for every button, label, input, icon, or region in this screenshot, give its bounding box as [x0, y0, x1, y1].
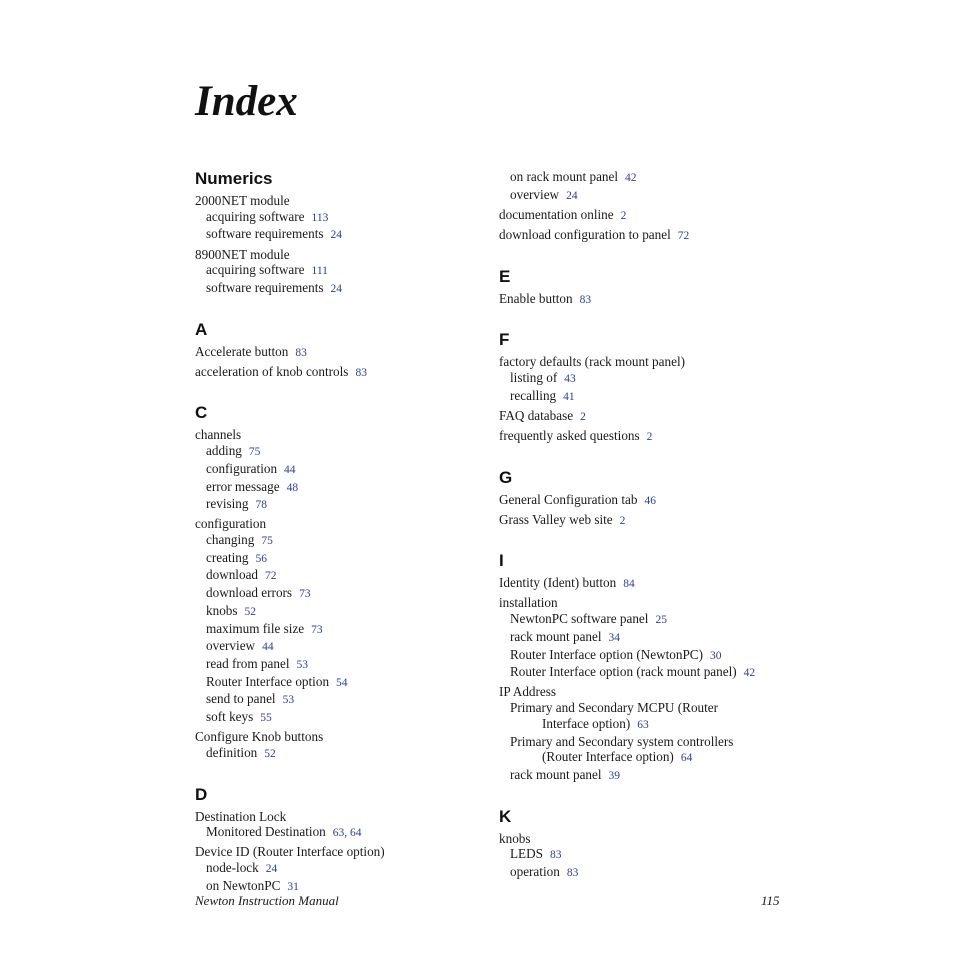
page-reference-link[interactable]: 113: [311, 211, 329, 224]
index-entry-text: Primary and Secondary MCPU (Router: [510, 700, 719, 716]
index-entry-text: revising: [206, 496, 249, 512]
index-entry: [499, 575, 799, 593]
index-entry: [195, 209, 495, 227]
index-section-heading: K: [499, 806, 512, 826]
index-section: [195, 402, 495, 762]
index-entry: [499, 291, 799, 309]
index-entry-text: rack mount panel: [510, 766, 602, 782]
index-entry-text: node-lock: [206, 860, 259, 876]
footer-page-number: 115: [761, 893, 780, 908]
page-reference-link[interactable]: 42: [743, 667, 756, 680]
index-section-heading: D: [195, 784, 208, 804]
index-section: [195, 168, 495, 298]
page-reference-link[interactable]: 42: [625, 172, 637, 184]
index-entry: [195, 729, 495, 745]
index-entry-text: on rack mount panel: [510, 169, 619, 184]
index-entry: [499, 767, 799, 785]
page-reference-link[interactable]: 64: [680, 752, 693, 765]
page-reference-link[interactable]: 24: [265, 863, 278, 876]
index-entry-text: Router Interface option (rack mount panel): [510, 664, 737, 680]
index-entry-text: definition: [206, 744, 258, 760]
index-entry: [499, 647, 799, 665]
page-reference-link[interactable]: 43: [564, 373, 576, 385]
index-entry: [499, 629, 799, 647]
index-section-heading: F: [499, 330, 510, 350]
page-reference-link[interactable]: 72: [677, 229, 690, 242]
index-entry: [499, 664, 799, 682]
page-reference-link[interactable]: 34: [608, 631, 621, 644]
index-entry: [499, 187, 799, 205]
page-reference-link[interactable]: 31: [287, 880, 299, 893]
page-reference-link[interactable]: 53: [282, 694, 295, 707]
index-entry: [195, 674, 495, 692]
page-title: Index: [195, 78, 298, 125]
index-entry-text: configuration: [195, 516, 267, 532]
index-entry: [195, 656, 495, 674]
index-column-left: [195, 168, 495, 895]
index-entry-text: Monitored Destination: [206, 824, 326, 840]
index-entry: [499, 354, 799, 370]
index-entry-text: Grass Valley web site: [499, 511, 613, 527]
index-entry-text: 2000NET module: [195, 193, 290, 208]
index-entry-text: operation: [510, 864, 560, 880]
page-reference-link[interactable]: 83: [355, 366, 367, 379]
index-entry: [195, 745, 495, 763]
index-entry: [195, 638, 495, 656]
index-entry: [195, 550, 495, 568]
index-entry-text: changing: [206, 532, 255, 548]
index-entry-text: Configure Knob buttons: [195, 729, 324, 745]
index-entry-text: read from panel: [206, 655, 290, 671]
page-reference-link[interactable]: 83: [579, 293, 592, 306]
index-section-heading: E: [499, 266, 511, 286]
index-entry: [499, 207, 799, 225]
index-column-right: [499, 169, 799, 882]
page-reference-link[interactable]: 84: [623, 578, 635, 591]
index-entry: [499, 169, 799, 187]
index-entry: [499, 227, 799, 245]
index-entry-text: NewtonPC software panel: [510, 611, 649, 627]
page-reference-link[interactable]: 63: [637, 718, 649, 731]
index-section: [499, 169, 799, 245]
index-entry: [195, 364, 495, 382]
index-entry: [499, 492, 799, 510]
index-entry-text: listing of: [510, 370, 558, 385]
index-entry-text: 8900NET module: [195, 246, 290, 262]
index-entry: [195, 226, 495, 244]
index-entry: [195, 193, 495, 209]
page-reference-link[interactable]: 48: [286, 481, 299, 494]
index-entry: [195, 479, 495, 497]
index-section: [499, 806, 799, 882]
index-section: [195, 319, 495, 382]
index-section: [499, 550, 799, 784]
index-entry-text: Interface option): [542, 715, 631, 731]
index-entry: [195, 809, 495, 825]
index-entry-text: Identity (Ident) button: [499, 575, 617, 591]
index-entry: [499, 716, 799, 734]
index-entry-text: (Router Interface option): [542, 749, 674, 765]
index-entry: [195, 262, 495, 280]
page-reference-link[interactable]: 41: [563, 390, 575, 403]
index-entry-text: acceleration of knob controls: [195, 363, 349, 379]
index-entry: [195, 585, 495, 603]
index-entry: [499, 734, 799, 750]
index-entry-text: acquiring software: [206, 262, 305, 278]
index-entry: [499, 864, 799, 882]
index-entry: [195, 280, 495, 298]
page-reference-link[interactable]: 2: [580, 410, 586, 423]
page-reference-link[interactable]: 39: [608, 769, 621, 782]
index-entry-text: acquiring software: [206, 208, 305, 224]
index-entry: [499, 846, 799, 864]
page-reference-link[interactable]: 83: [549, 849, 562, 862]
index-section-heading: G: [499, 467, 513, 487]
page-reference-link[interactable]: 83: [295, 346, 307, 359]
page-reference-link[interactable]: 111: [311, 265, 328, 278]
index-entry-text: configuration: [206, 460, 278, 476]
page-reference-link[interactable]: 46: [644, 494, 656, 507]
index-entry: [195, 824, 495, 842]
index-entry-text: send to panel: [206, 691, 276, 707]
page-reference-link[interactable]: 75: [248, 446, 261, 459]
index-section-heading: Numerics: [195, 169, 273, 188]
page-reference-link[interactable]: 53: [296, 658, 308, 671]
page-reference-link[interactable]: 24: [330, 282, 343, 295]
page-reference-link[interactable]: 25: [655, 614, 667, 627]
index-entry-text: on NewtonPC: [206, 877, 281, 893]
index-entry: [195, 691, 495, 709]
index-entry-text: Router Interface option (NewtonPC): [510, 646, 703, 662]
index-entry: [499, 408, 799, 426]
index-entry-text: Destination Lock: [195, 808, 287, 824]
index-entry-text: rack mount panel: [510, 628, 602, 644]
page-reference-link[interactable]: 72: [265, 570, 277, 583]
index-entry: [499, 512, 799, 530]
index-entry-text: Primary and Secondary system controllers: [510, 733, 734, 749]
page-reference-link[interactable]: 2: [619, 514, 626, 527]
index-entry-text: error message: [206, 478, 280, 494]
index-section-heading: C: [195, 403, 208, 423]
page-reference-link[interactable]: 44: [284, 463, 296, 476]
index-entry-text: overview: [206, 638, 256, 654]
index-entry-text: installation: [499, 595, 558, 611]
index-entry-text: Router Interface option: [206, 673, 330, 689]
footer-manual-title: Newton Instruction Manual: [195, 893, 339, 908]
index-entry-text: knobs: [499, 830, 531, 846]
page-reference-link[interactable]: 55: [260, 712, 272, 725]
index-entry: [195, 709, 495, 727]
index-entry: [499, 700, 799, 716]
index-entry: [499, 749, 799, 767]
index-entry: [195, 443, 495, 461]
index-entry-text: factory defaults (rack mount panel): [499, 354, 686, 370]
index-entry: [195, 427, 495, 443]
index-entry-text: creating: [206, 549, 249, 565]
page-reference-link[interactable]: 2: [646, 430, 653, 443]
index-entry-text: download errors: [206, 585, 293, 601]
page-reference-link[interactable]: 24: [330, 229, 343, 242]
page-reference-link[interactable]: 73: [311, 623, 323, 636]
index-entry: [195, 247, 495, 263]
index-entry-text: channels: [195, 427, 242, 443]
index-entry-text: documentation online: [499, 206, 614, 222]
index-entry-text: General Configuration tab: [499, 491, 638, 507]
index-entry-text: LEDS: [510, 846, 543, 862]
page-reference-link[interactable]: 73: [299, 588, 311, 601]
index-entry-text: FAQ database: [499, 407, 574, 423]
index-entry-text: frequently asked questions: [499, 427, 640, 443]
page-reference-link[interactable]: 75: [261, 535, 273, 548]
page-reference-link[interactable]: 83: [566, 867, 579, 880]
index-entry: [195, 496, 495, 514]
page-reference-link[interactable]: 30: [710, 649, 722, 662]
index-entry-text: adding: [206, 443, 242, 459]
index-entry: [499, 388, 799, 406]
index-entry: [195, 603, 495, 621]
index-section: [499, 467, 799, 530]
index-entry-text: recalling: [510, 387, 557, 403]
index-entry-text: Enable button: [499, 290, 573, 306]
page-reference-link[interactable]: 78: [255, 499, 267, 512]
index-entry-text: soft keys: [206, 709, 254, 725]
index-entry: [195, 532, 495, 550]
index-entry: [499, 831, 799, 847]
page-reference-link[interactable]: 52: [244, 605, 257, 618]
index-section-heading: I: [499, 551, 504, 571]
index-section: [499, 266, 799, 309]
index-entry-text: Accelerate button: [195, 343, 289, 359]
index-entry: [499, 595, 799, 611]
index-entry: [195, 516, 495, 532]
index-entry-text: overview: [510, 186, 560, 202]
index-entry-text: software requirements: [206, 226, 324, 242]
index-entry-text: software requirements: [206, 279, 324, 295]
index-entry: [499, 611, 799, 629]
page-reference-link[interactable]: 63, 64: [332, 827, 362, 840]
page-reference-link[interactable]: 52: [264, 747, 276, 760]
index-entry: [195, 844, 495, 860]
index-entry: [499, 428, 799, 446]
index-section: [499, 329, 799, 445]
index-entry-text: Device ID (Router Interface option): [195, 844, 385, 860]
page-reference-link[interactable]: 56: [255, 552, 267, 565]
index-entry-text: download configuration to panel: [499, 226, 671, 242]
index-entry: [195, 567, 495, 585]
index-entry: [499, 684, 799, 700]
index-entry-text: IP Address: [499, 684, 557, 700]
index-entry-text: maximum file size: [206, 620, 305, 636]
page-reference-link[interactable]: 54: [336, 676, 348, 689]
index-entry: [195, 461, 495, 479]
index-entry: [195, 860, 495, 878]
page-reference-link[interactable]: 44: [262, 641, 274, 654]
index-entry-text: download: [206, 567, 259, 583]
index-section-heading: A: [195, 319, 208, 339]
index-entry: [499, 370, 799, 388]
index-entry-text: knobs: [206, 602, 238, 618]
index-entry: [195, 344, 495, 362]
index-entry: [195, 621, 495, 639]
page-reference-link[interactable]: 2: [620, 209, 627, 222]
index-section: [195, 784, 495, 896]
page-reference-link[interactable]: 24: [566, 189, 578, 202]
